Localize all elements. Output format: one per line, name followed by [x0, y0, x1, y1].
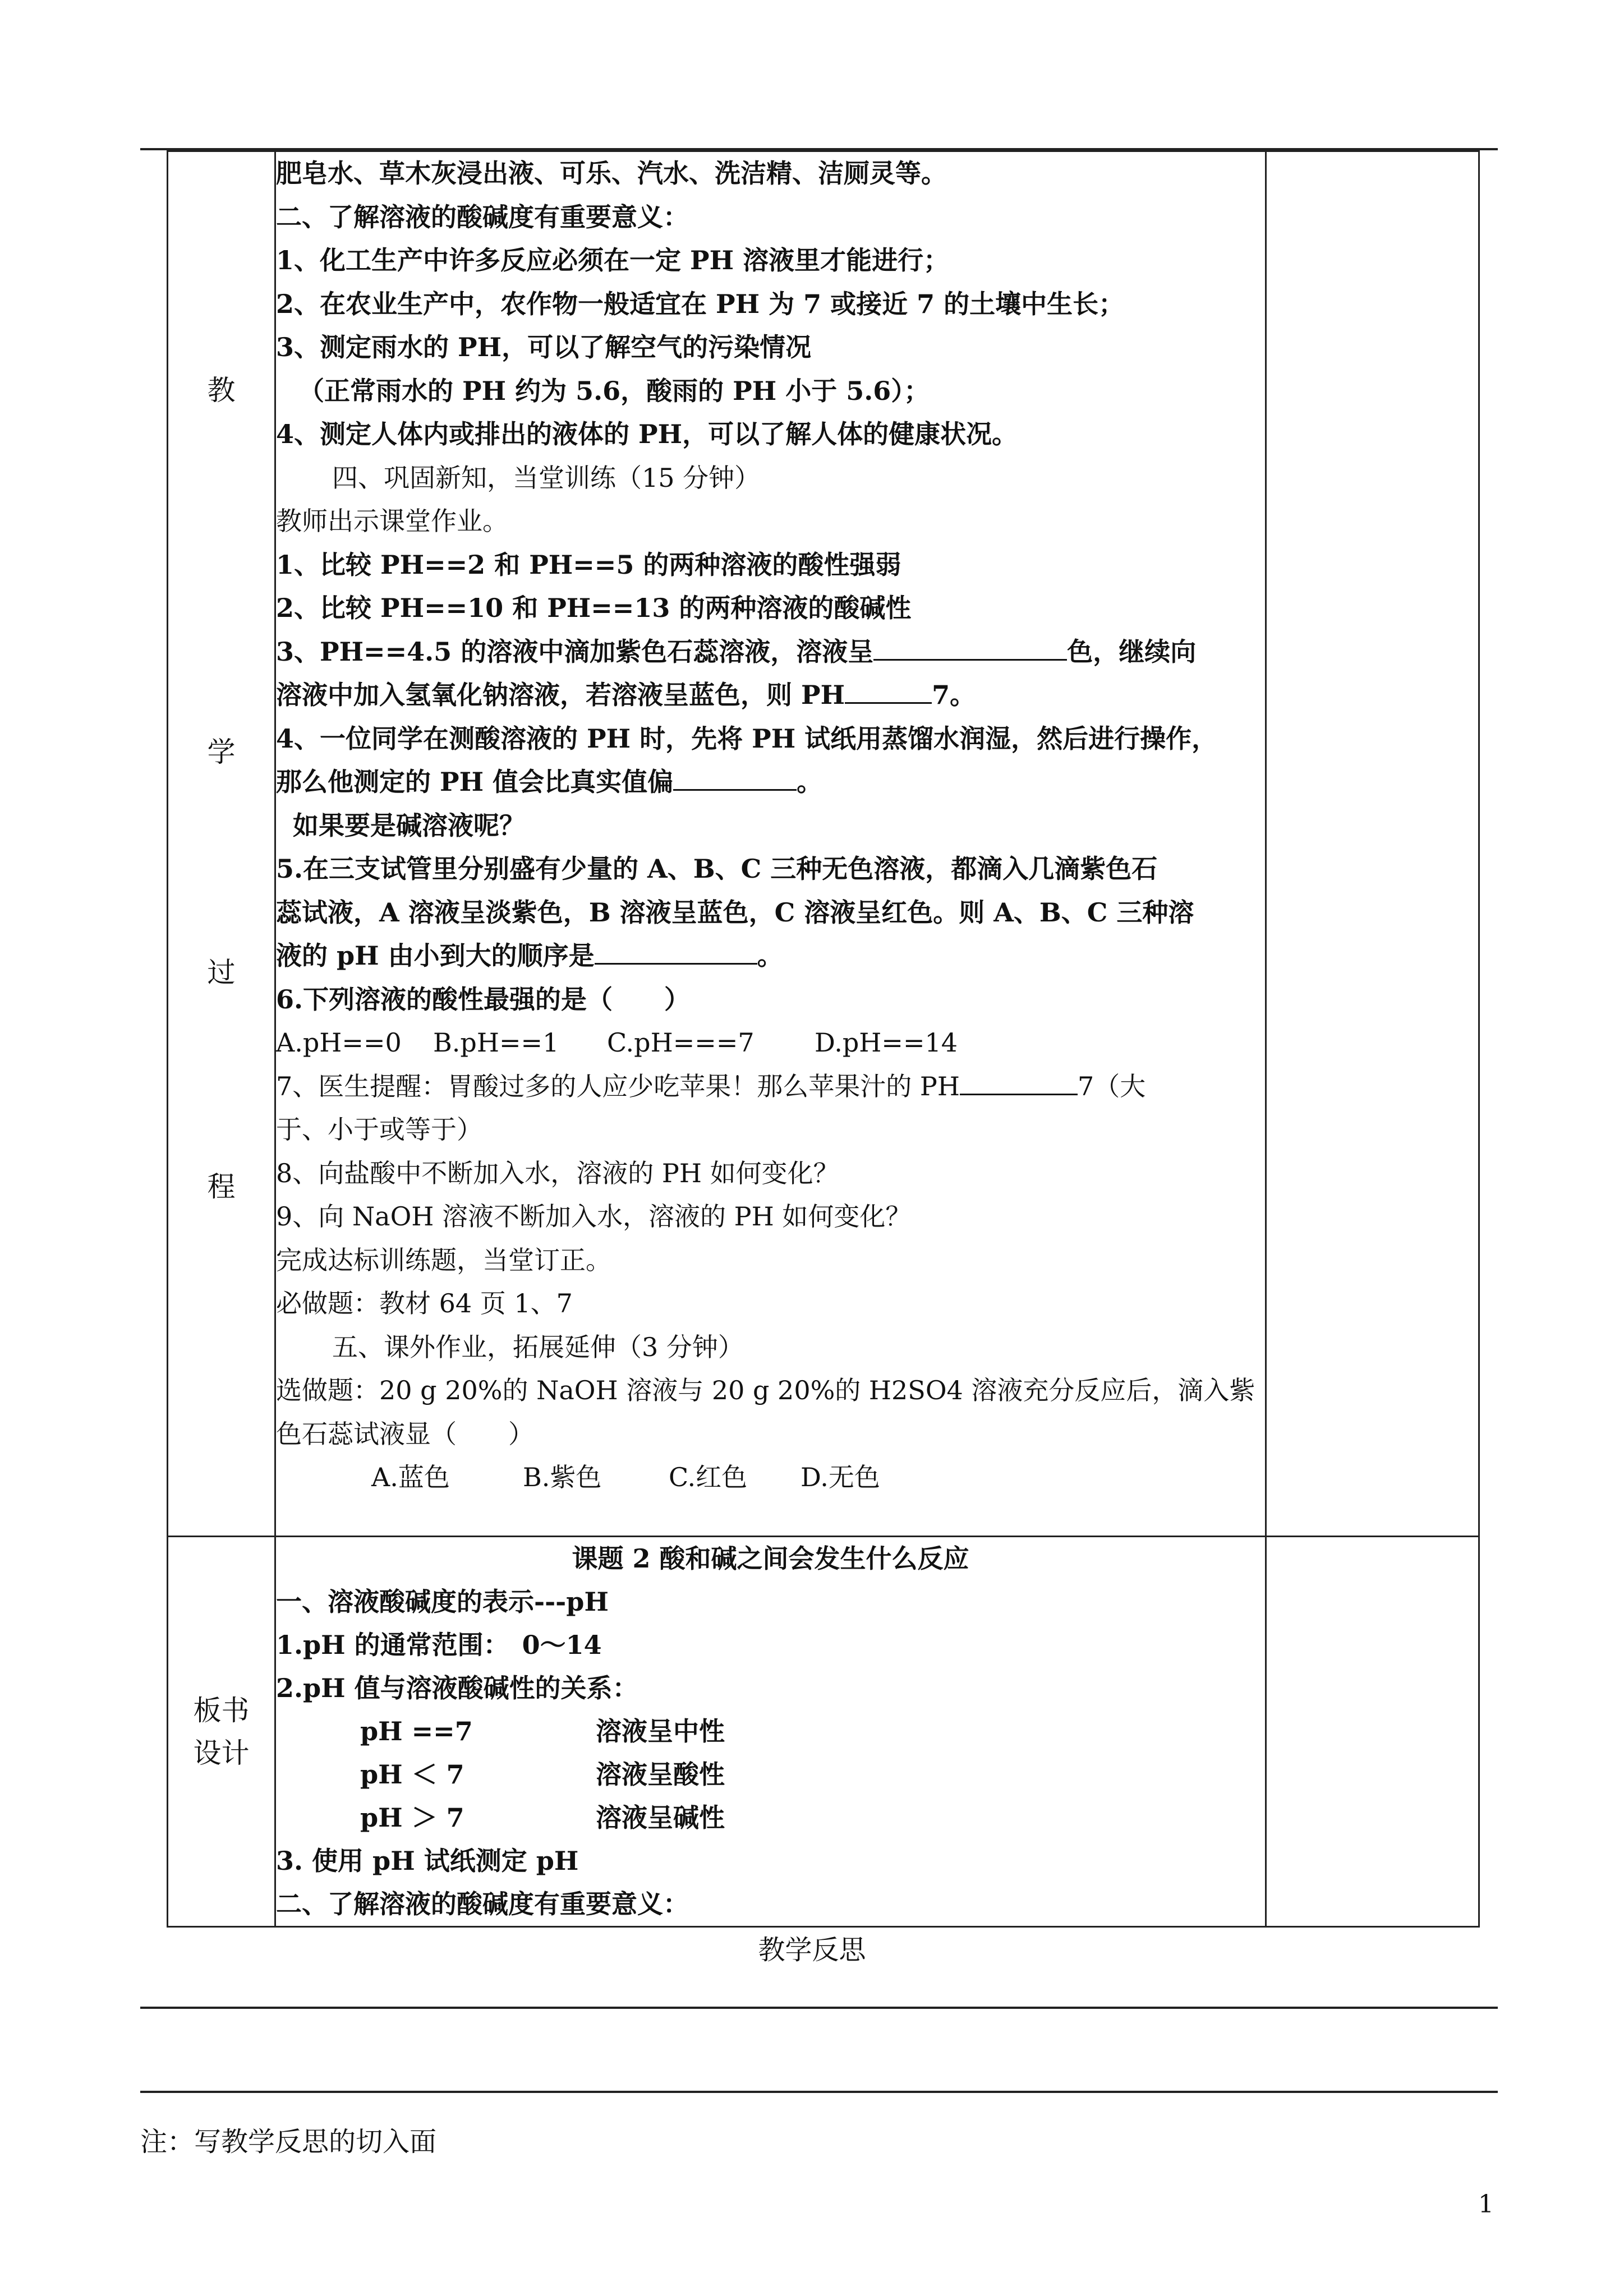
reflection-rule	[140, 2091, 1498, 2093]
ph-desc: 溶液呈中性	[596, 1716, 725, 1746]
text-line: 1、化工生产中许多反应必须在一定 PH 溶液里才能进行；	[276, 245, 950, 275]
section-heading: 五、课外作业，拓展延伸（3 分钟）	[332, 1331, 744, 1362]
lesson-table	[167, 150, 1480, 1928]
exercise-text: 色，继续向	[1067, 636, 1197, 667]
exercise-line: 1、比较 PH==2 和 PH==5 的两种溶液的酸性强弱	[276, 549, 901, 580]
text-line: 必做题：教材 64 页 1、7	[276, 1288, 573, 1318]
exercise-line: 8、向盐酸中不断加入水，溶液的 PH 如何变化？	[276, 1158, 839, 1188]
option: D.pH==14	[815, 1027, 958, 1058]
board-design-row	[168, 1537, 1479, 1927]
text-line: 4、测定人体内或排出的液体的 PH，可以了解人体的健康状况。	[276, 419, 1018, 449]
option: A.pH==0	[276, 1027, 402, 1058]
page-number: 1	[1478, 2190, 1494, 2219]
ph-desc: 溶液呈酸性	[596, 1759, 725, 1790]
exercise-text: 那么他测定的 PH 值会比真实值偏	[276, 767, 674, 797]
ph-value: pH ==7	[360, 1716, 473, 1746]
empty-cell	[1266, 1537, 1479, 1927]
answer-blank[interactable]	[873, 633, 1067, 661]
text-line: 3、测定雨水的 PH，可以了解空气的污染情况	[276, 332, 812, 362]
exercise-line: 6.下列溶液的酸性最强的是（ ）	[276, 984, 691, 1015]
footnote: 注：写教学反思的切入面	[140, 2126, 437, 2157]
board-line: 3. 使用 pH 试纸测定 pH	[276, 1846, 579, 1876]
exercise-text: 3、PH==4.5 的溶液中滴加紫色石蕊溶液，溶液呈	[276, 636, 874, 667]
exercise-line: 2、比较 PH==10 和 PH==13 的两种溶液的酸碱性	[276, 593, 912, 623]
text-line: 肥皂水、草木灰浸出液、可乐、汽水、洗洁精、洁厕灵等。	[276, 158, 947, 188]
option: D.无色	[801, 1462, 880, 1492]
board-design-content	[275, 1537, 1266, 1927]
exercise-line: 蕊试液，A 溶液呈淡紫色，B 溶液呈蓝色，C 溶液呈红色。则 A、B、C 三种溶	[276, 897, 1194, 928]
answer-blank[interactable]	[845, 676, 932, 704]
board-ph-row	[276, 1796, 1265, 1839]
exercise-line	[276, 630, 1265, 674]
exercise-text: 7、医生提醒：胃酸过多的人应少吃苹果！那么苹果汁的 PH	[276, 1071, 960, 1101]
side-label-char: 学	[207, 736, 236, 768]
exercise-line: 色石蕊试液显（ ）	[276, 1418, 534, 1449]
option: C.pH===7	[607, 1027, 755, 1058]
reflection-rule	[140, 2007, 1498, 2009]
board-line: 2.pH 值与溶液酸碱性的关系：	[276, 1673, 638, 1703]
exercise-line: 如果要是碱溶液呢？	[293, 810, 525, 841]
section-heading: 四、巩固新知，当堂训练（15 分钟）	[332, 462, 761, 493]
option: A.蓝色	[371, 1462, 450, 1492]
text-line: 完成达标训练题，当堂订正。	[276, 1244, 611, 1275]
exercise-text: 7（大	[1077, 1071, 1146, 1101]
exercise-line: 9、向 NaOH 溶液不断加入水，溶液的 PH 如何变化？	[276, 1201, 912, 1232]
options-line	[276, 1021, 1265, 1065]
board-design-label	[168, 1537, 275, 1927]
exercise-text: 液的 pH 由小到大的顺序是	[276, 940, 595, 971]
text-line: （正常雨水的 PH 约为 5.6，酸雨的 PH 小于 5.6）；	[298, 375, 930, 406]
board-ph-row	[276, 1753, 1265, 1796]
exercise-line: 4、一位同学在测酸溶液的 PH 时，先将 PH 试纸用蒸馏水润湿，然后进行操作，	[276, 723, 1218, 754]
reflection-caption: 教学反思	[758, 1934, 866, 1966]
side-label-char: 过	[207, 956, 236, 989]
exercise-text: 溶液中加入氢氧化钠溶液，若溶液呈蓝色，则 PH	[276, 680, 845, 710]
answer-blank[interactable]	[595, 937, 757, 965]
exercise-line: 于、小于或等于）	[276, 1114, 482, 1145]
text-line: 教师出示课堂作业。	[276, 506, 508, 536]
teaching-process-content	[275, 151, 1266, 1537]
board-ph-row	[276, 1710, 1265, 1753]
empty-cell	[1266, 151, 1479, 1537]
exercise-line	[276, 1065, 1265, 1109]
exercise-line	[276, 674, 1265, 717]
exercise-text: 。	[757, 940, 783, 971]
board-label-line: 设计	[193, 1736, 250, 1769]
text-line: 2、在农业生产中，农作物一般适宜在 PH 为 7 或接近 7 的土壤中生长；	[276, 288, 1125, 319]
board-line: 1.pH 的通常范围： 0～14	[276, 1630, 602, 1660]
side-label-char: 教	[207, 374, 236, 407]
ph-desc: 溶液呈碱性	[596, 1802, 725, 1833]
exercise-line: 5.在三支试管里分别盛有少量的 A、B、C 三种无色溶液，都滴入几滴紫色石	[276, 854, 1158, 884]
answer-blank[interactable]	[673, 763, 797, 791]
board-title: 课题 2 酸和碱之间会发生什么反应	[572, 1543, 969, 1574]
option: C.红色	[669, 1462, 748, 1492]
teaching-process-label	[168, 151, 275, 1537]
board-line: 二、了解溶液的酸碱度有重要意义：	[276, 1889, 689, 1919]
ph-value: pH ＜ 7	[360, 1759, 464, 1790]
options-line	[276, 1456, 1265, 1500]
exercise-line: 选做题：20 g 20%的 NaOH 溶液与 20 g 20%的 H2SO4 溶液充分反应后，滴入紫	[276, 1375, 1255, 1405]
text-line: 二、了解溶液的酸碱度有重要意义：	[276, 201, 689, 232]
exercise-text: 7。	[932, 680, 976, 710]
ph-value: pH ＞ 7	[360, 1802, 464, 1833]
exercise-text: 。	[797, 767, 823, 797]
exercise-line	[276, 760, 1265, 804]
answer-blank[interactable]	[960, 1068, 1078, 1095]
teaching-process-row	[168, 151, 1479, 1537]
option: B.pH==1	[433, 1027, 559, 1058]
option: B.紫色	[523, 1462, 602, 1492]
board-label-line: 板书	[193, 1694, 250, 1727]
exercise-line	[276, 934, 1265, 978]
side-label-char: 程	[207, 1170, 236, 1203]
board-line: 一、溶液酸碱度的表示---pH	[276, 1587, 609, 1617]
